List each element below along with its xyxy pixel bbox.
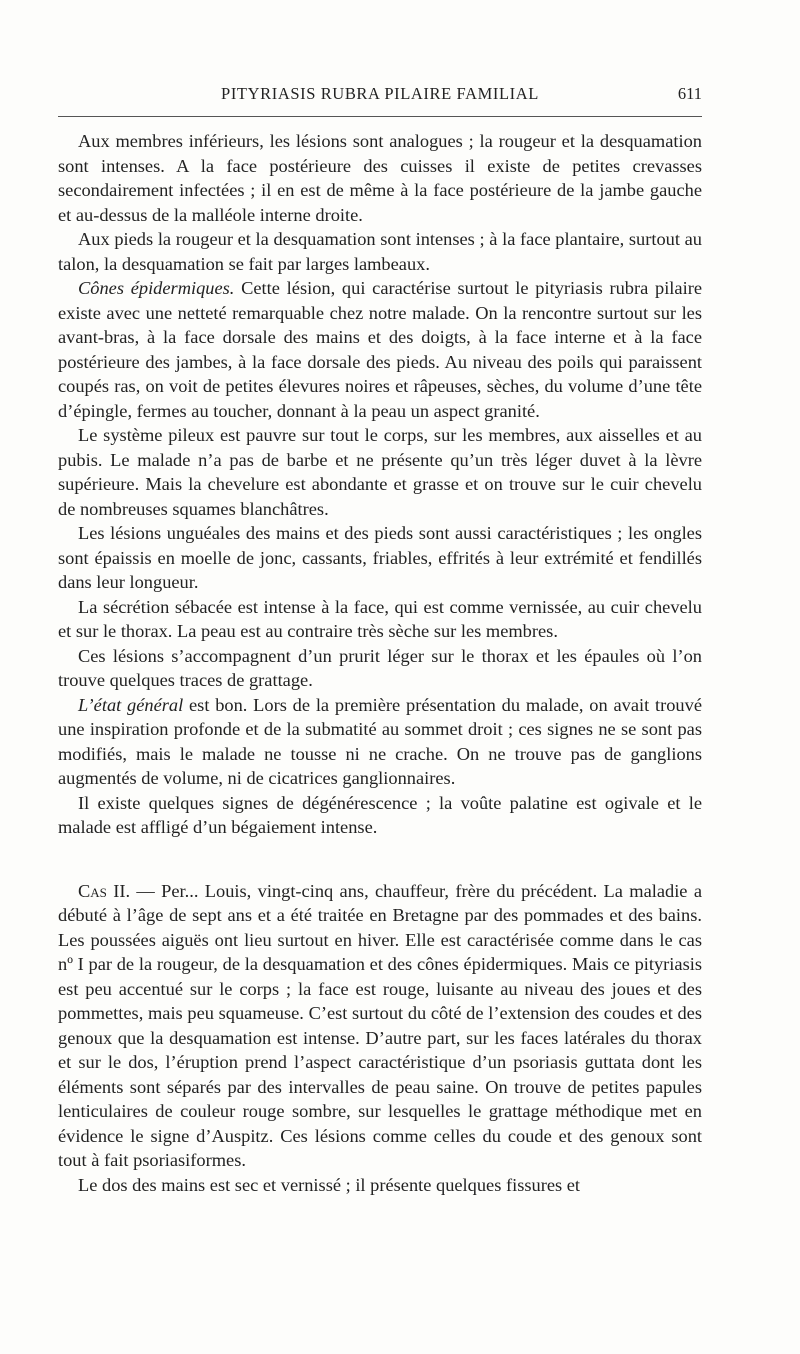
paragraph: La sécrétion sébacée est intense à la face, qui est comme vernissée, au cuir chevelu et sur le thorax. La peau est au contraire très sèche sur les membres.: [58, 596, 702, 641]
paragraph: [58, 693, 702, 791]
paragraph: Le dos des mains est sec et vernissé ; il présente quelques fissures et: [78, 1174, 581, 1195]
paragraph: [58, 879, 702, 1173]
case-heading: Cas II.: [78, 880, 131, 901]
paragraph: Le système pileux est pauvre sur tout le corps, sur les membres, aux aisselles et au pubis. Le malade n’a pas de barbe et ne présente qu’un très léger duvet à la lèvre supérieure. Mais la chevelure est abondante et grasse et on trouve sur le cuir chevelu de nombreuses squames blanchâtres.: [58, 425, 702, 519]
header-rule: [58, 116, 702, 117]
page-header: [58, 84, 702, 114]
paragraph-text: — Per... Louis, vingt-cinq ans, chauffeur, frère du précédent. La maladie a débuté à l’âge de sept ans et a été traitée en Bretagne par des pommades et des bains. Les poussées aiguës ont lieu surtout en hiver. Elle est caractérisée comme dans le cas nº I par de la rougeur, de la desquamation et des cônes épidermiques. Mais ce pityriasis est peu accentué sur le corps ; la face est rouge, luisante au niveau des joues et des pommettes, mais peu squameuse. C’est surtout du côté de l’extension des coudes et des genoux que la desquamation est intense. D’autre part, sur les faces latérales du thorax et sur le dos, l’éruption prend l’aspect caractéristique d’un psoriasis guttata dont les éléments sont séparés par des intervalles de peau saine. On trouve de petites papules lenticulaires de couleur rouge sombre, sur lesquelles le grattage méthodique met en évidence le signe d’Auspitz. Ces lésions comme celles du coude et des genoux sont tout à fait psoriasiformes.: [58, 880, 702, 1170]
paragraph: Aux pieds la rougeur et la desquamation sont intenses ; à la face plantaire, surtout au talon, la desquamation se fait par larges lambeaux.: [58, 229, 702, 274]
running-title: PITYRIASIS RUBRA PILAIRE FAMILIAL: [221, 84, 539, 103]
paragraph-text: Cette lésion, qui caractérise surtout le pityriasis rubra pilaire existe avec une netteté remarquable chez notre malade. On la rencontre surtout sur les avant-bras, à la face dorsale des mains et des doigts, à la face interne et à la face postérieure des jambes, à la face dorsale des pieds. Au niveau des poils qui paraissent coupés ras, on voit de petites élevures noires et râpeuses, sèches, du volume d’une tête d’épingle, fermes au toucher, donnant à la peau un aspect granité.: [58, 278, 702, 421]
paragraph-lead: L’état général: [78, 694, 184, 715]
page-number: 611: [677, 84, 702, 103]
paragraph: [58, 276, 702, 423]
paragraph: Il existe quelques signes de dégénérescence ; la voûte palatine est ogivale et le malade est affligé d’un bégaiement intense.: [58, 792, 702, 837]
paragraph: Aux membres inférieurs, les lésions sont analogues ; la rougeur et la desquamation sont intenses. A la face postérieure des cuisses il existe de petites crevasses secondairement infectées ; il en est de même à la face postérieure de la jambe gauche et au-dessus de la malléole interne droite.: [58, 131, 702, 225]
body-text: [58, 129, 702, 1197]
paragraph: Ces lésions s’accompagnent d’un prurit léger sur le thorax et les épaules où l’on trouve quelques traces de grattage.: [58, 645, 702, 690]
paragraph-lead: Cônes épidermiques.: [78, 278, 235, 298]
section-gap: [58, 840, 702, 879]
paragraph-text: est bon. Lors de la première présentation du malade, on avait trouvé une inspiration profonde et de la submatité au sommet droit ; ces signes ne se sont pas modifiés, mais le malade ne tousse ni ne crache. On ne trouve pas de ganglions augmentés de volume, ni de cicatrices ganglionnaires.: [58, 694, 702, 788]
paragraph: Les lésions unguéales des mains et des pieds sont aussi caractéristiques ; les ongles sont épaissis en moelle de jonc, cassants, friables, effrités à leur extrémité et fendillés dans leur longueur.: [58, 523, 702, 592]
